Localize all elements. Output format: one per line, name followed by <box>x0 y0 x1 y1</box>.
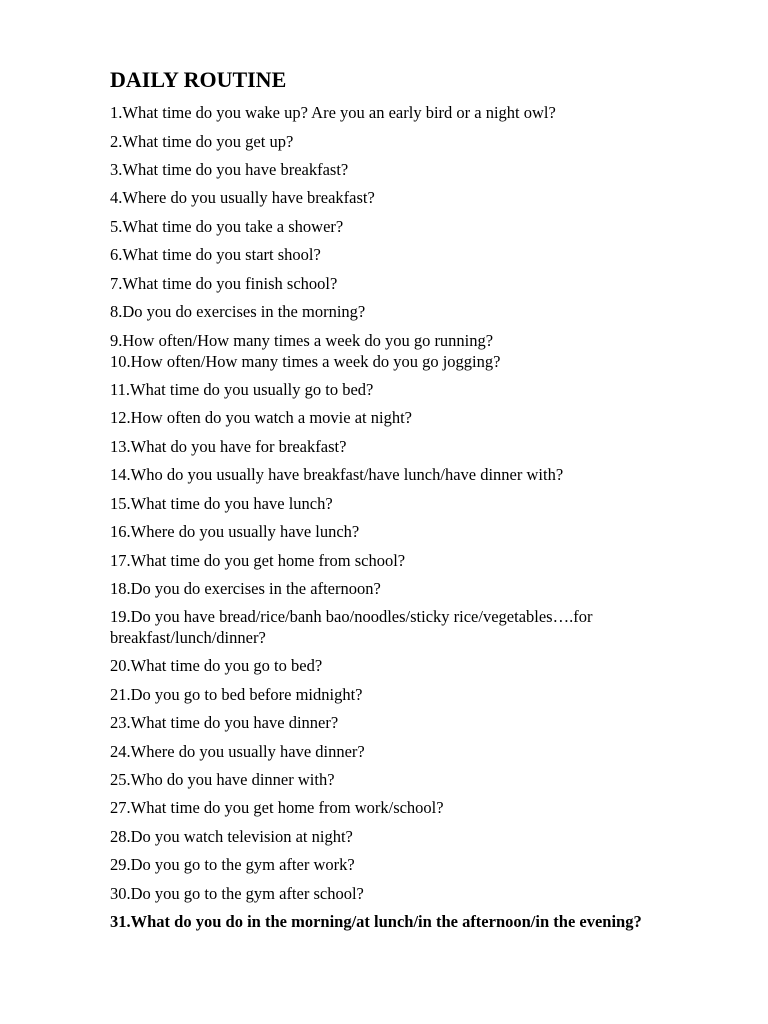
question-item: 25.Who do you have dinner with? <box>110 770 335 789</box>
question-item: 14.Who do you usually have breakfast/have lunch/have dinner with? <box>110 465 564 484</box>
question-item: 5.What time do you take a shower? <box>110 217 344 236</box>
question-item: 18.Do you do exercises in the afternoon? <box>110 579 381 598</box>
question-item: 6.What time do you start shool? <box>110 245 321 264</box>
question-item: 12.How often do you watch a movie at night? <box>110 408 412 427</box>
question-item: 3.What time do you have breakfast? <box>110 160 349 179</box>
question-item: 16.Where do you usually have lunch? <box>110 522 360 541</box>
question-item: 2.What time do you get up? <box>110 132 294 151</box>
question-item: 21.Do you go to bed before midnight? <box>110 685 363 704</box>
question-item: 29.Do you go to the gym after work? <box>110 855 355 874</box>
document-title: DAILY ROUTINE <box>110 67 287 92</box>
question-item: 19.Do you have bread/rice/banh bao/noodles/sticky rice/vegetables….for breakfast/lunch/dinner? <box>110 607 593 647</box>
question-item: 15.What time do you have lunch? <box>110 494 333 513</box>
question-item: 20.What time do you go to bed? <box>110 656 323 675</box>
question-item: 23.What time do you have dinner? <box>110 713 339 732</box>
question-item-bold: 31.What do you do in the morning/at lunch/in the afternoon/in the evening? <box>110 912 642 931</box>
question-item: 17.What time do you get home from school? <box>110 551 406 570</box>
question-item: 11.What time do you usually go to bed? <box>110 380 374 399</box>
question-item: 7.What time do you finish school? <box>110 274 338 293</box>
question-item: 24.Where do you usually have dinner? <box>110 742 365 761</box>
question-item: 8.Do you do exercises in the morning? <box>110 302 366 321</box>
question-item: 30.Do you go to the gym after school? <box>110 884 364 903</box>
question-item: 4.Where do you usually have breakfast? <box>110 188 375 207</box>
question-item: 28.Do you watch television at night? <box>110 827 353 846</box>
question-item: 9.How often/How many times a week do you go running? <box>110 331 494 350</box>
question-item: 13.What do you have for breakfast? <box>110 437 347 456</box>
question-item: 27.What time do you get home from work/school? <box>110 798 444 817</box>
question-item: 10.How often/How many times a week do you go jogging? <box>110 352 501 371</box>
question-item: 1.What time do you wake up? Are you an early bird or a night owl? <box>110 103 556 122</box>
